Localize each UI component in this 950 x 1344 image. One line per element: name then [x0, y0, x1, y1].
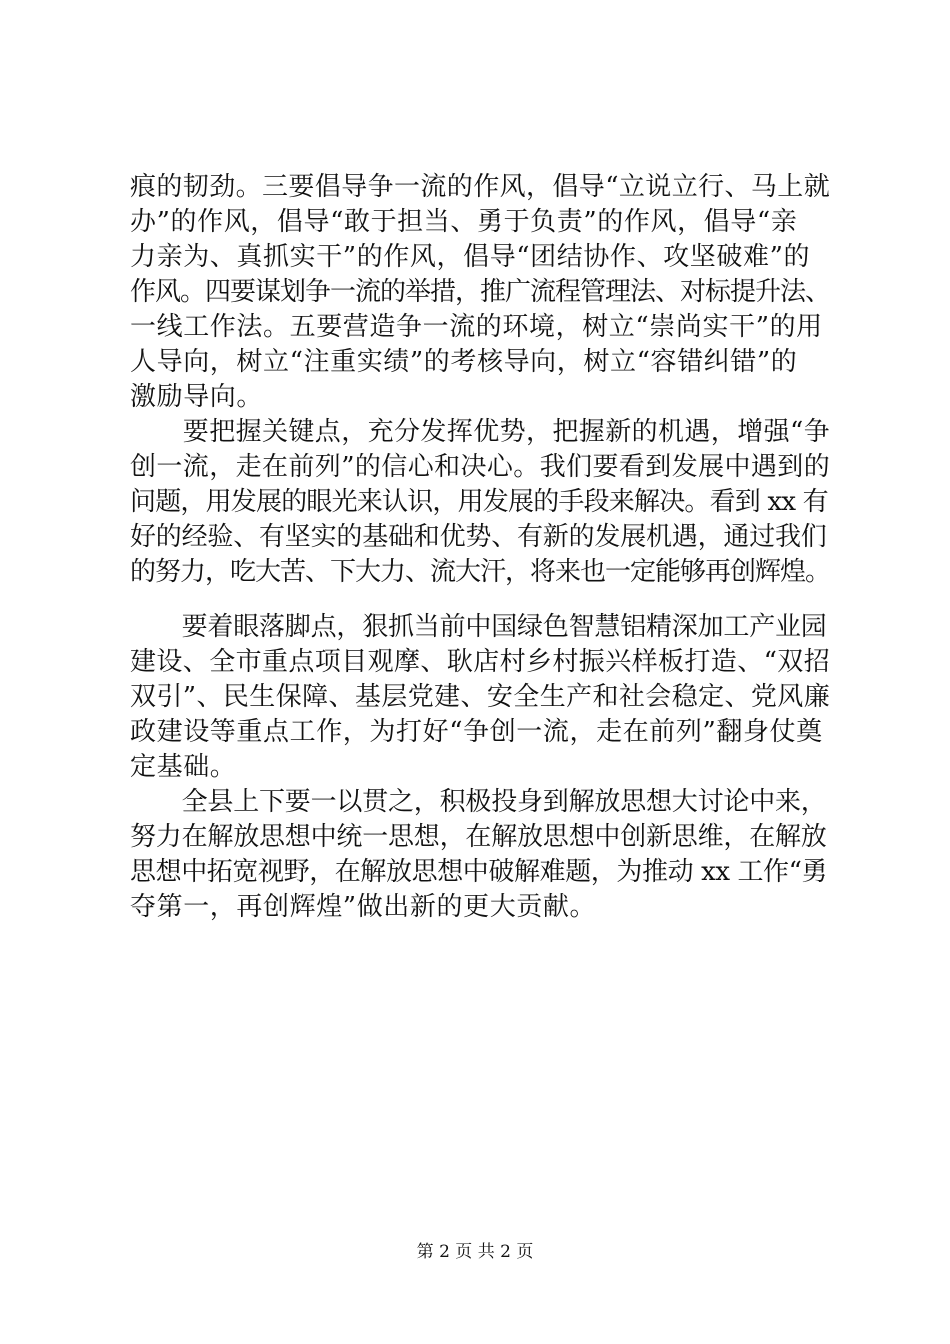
body-text-line: 要把握关键点，充分发挥优势，把握新的机遇，增强“争: [130, 417, 831, 447]
body-text-line: 人导向，树立“注重实绩”的考核导向，树立“容错纠错”的: [130, 347, 798, 377]
body-text-line: 全县上下要一以贯之，积极投身到解放思想大讨论中来，: [130, 787, 827, 817]
body-text-line: 双引”、民生保障、基层党建、安全生产和社会稳定、党风廉: [130, 682, 831, 712]
body-text-line: 问题，用发展的眼光来认识，用发展的手段来解决。看到 xx 有: [130, 487, 828, 517]
body-text-line: 要着眼落脚点，狠抓当前中国绿色智慧铝精深加工产业园: [130, 612, 827, 642]
body-text-line: 激励导向。: [130, 382, 264, 412]
body-text-line: 一线工作法。五要营造争一流的环境，树立“崇尚实干”的用: [130, 312, 823, 342]
body-text-line: 痕的韧劲。三要倡导争一流的作风，倡导“立说立行、马上就: [130, 172, 831, 202]
body-text-line: 努力在解放思想中统一思想，在解放思想中创新思维，在解放: [130, 822, 827, 852]
body-text-line: 好的经验、有坚实的基础和优势、有新的发展机遇，通过我们: [130, 522, 827, 552]
body-text-line: 的努力，吃大苦、下大力、流大汗，将来也一定能够再创辉煌。: [130, 557, 831, 587]
body-text-line: 定基础。: [130, 752, 237, 782]
body-text-line: 夺第一，再创辉煌”做出新的更大贡献。: [130, 892, 597, 922]
body-text-line: 思想中拓宽视野，在解放思想中破解难题，为推动 xx 工作“勇: [130, 857, 828, 887]
body-text-line: 政建设等重点工作，为打好“争创一流，走在前列”翻身仗奠: [130, 717, 823, 747]
page-footer: 第 2 页 共 2 页: [416, 1242, 534, 1262]
body-text-line: 作风。四要谋划争一流的举措，推广流程管理法、对标提升法、: [130, 277, 831, 307]
body-text-line: 办”的作风，倡导“敢于担当、勇于负责”的作风，倡导“亲: [130, 207, 798, 237]
body-text-line: 力亲为、真抓实干”的作风，倡导“团结协作、攻坚破难”的: [130, 242, 811, 272]
body-text-line: 建设、全市重点项目观摩、耿店村乡村振兴样板打造、“双招: [130, 647, 831, 677]
body-text-line: 创一流，走在前列”的信心和决心。我们要看到发展中遇到的: [130, 452, 831, 482]
